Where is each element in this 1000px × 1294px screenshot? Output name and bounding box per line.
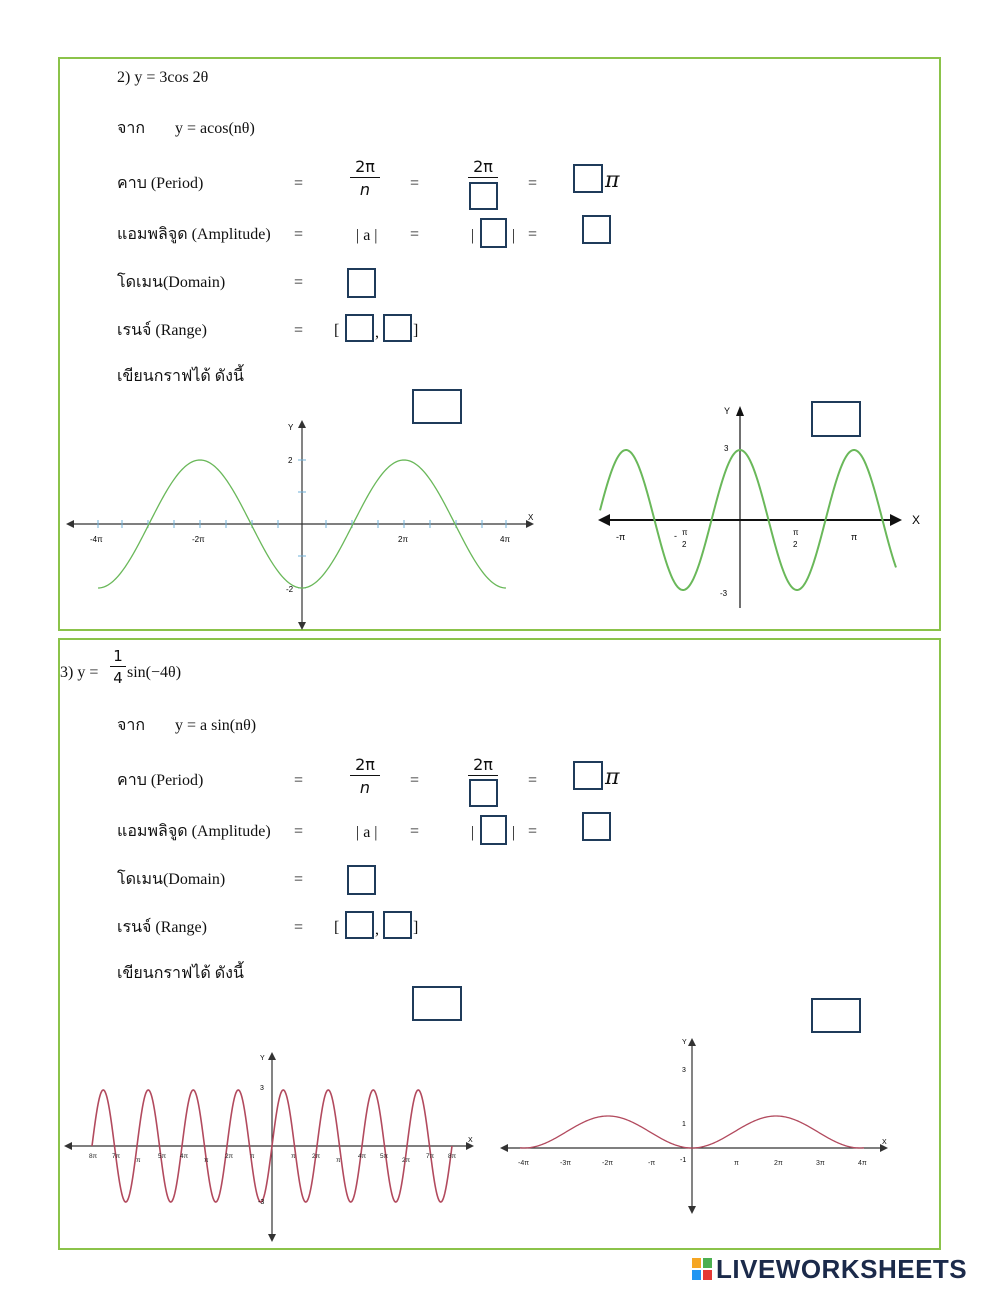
q3-graph1-tick-4: 5π <box>158 1153 167 1160</box>
q2-range-label: เรนจ์ (Range) <box>117 322 207 339</box>
q3-graph1-tick-6: π <box>204 1157 209 1164</box>
q2-amplitude-eq2: = <box>410 226 420 243</box>
q3-graph2-y-label: Y <box>682 1039 687 1046</box>
q3-graph2-x-label: X <box>882 1139 887 1146</box>
q2-period-numerator: 2π <box>350 159 380 178</box>
q3-graph2-tick-3: -2π <box>602 1160 614 1167</box>
q2-graph2-y-bottom: -3 <box>720 589 728 598</box>
q2-graph2-tick-7: π <box>851 532 858 542</box>
q2-period-n-input[interactable] <box>469 182 498 210</box>
q3-graph1-x-label: X <box>468 1137 473 1144</box>
q2-graph2-x-label: X <box>912 513 921 527</box>
q2-graph-label: เขียนกราฟได้ ดังนี้ <box>117 368 244 385</box>
q3-period-n-input[interactable] <box>469 779 498 807</box>
q2-range-comma: , <box>375 324 379 341</box>
q3-amplitude-abs-a: | a | <box>356 824 378 841</box>
q3-range-label: เรนจ์ (Range) <box>117 919 207 936</box>
q3-graph2-y-mid: 1 <box>682 1121 686 1128</box>
q2-range-bracket-open: [ <box>334 322 340 339</box>
q2-graph2-tick-1: -π <box>616 532 626 542</box>
q3-graph1-select-box[interactable] <box>412 986 462 1021</box>
q3-range-comma: , <box>375 921 379 938</box>
q2-graph1-tick-2: -2π <box>192 535 205 544</box>
q3-graph1-tick-3: π <box>136 1157 141 1164</box>
q2-period-eq2: = <box>410 175 420 192</box>
q2-range-eq: = <box>294 322 304 339</box>
q3-graph1-tick-11: π <box>336 1157 341 1164</box>
q2-domain-input[interactable] <box>347 268 376 298</box>
q3-graph1 <box>62 1050 480 1242</box>
q2-range-max-input[interactable] <box>383 314 412 342</box>
q3-domain-eq: = <box>294 871 304 888</box>
q3-graph1-tick-15: 7π <box>426 1153 435 1160</box>
q3-graph2-tick-7: 3π <box>816 1160 825 1167</box>
q3-title-den: 4 <box>113 669 123 687</box>
q2-domain-eq: = <box>294 274 304 291</box>
q3-period-eq3: = <box>528 772 538 789</box>
q3-graph2-tick-1: -4π <box>518 1160 530 1167</box>
q2-graph1-y-top: 2 <box>288 456 293 465</box>
q2-graph2-tick-3: π <box>682 528 688 537</box>
q3-period-eq1: = <box>294 772 304 789</box>
q2-domain-label: โดเมน(Domain) <box>117 274 226 291</box>
q3-amplitude-label: แอมพลิจูด (Amplitude) <box>117 823 271 840</box>
q2-graph2-tick-5: π <box>793 528 799 537</box>
q2-title: 2) y = 3cos 2θ <box>117 69 209 86</box>
q3-period-numerator: 2π <box>350 757 380 776</box>
q3-graph2-select-box[interactable] <box>811 998 861 1033</box>
q3-amplitude-bar-left: | <box>471 824 475 841</box>
q2-graph2-tick-6: 2 <box>793 540 798 549</box>
q2-amplitude-label: แอมพลิจูด (Amplitude) <box>117 226 271 243</box>
q3-graph1-tick-14: 2π <box>402 1157 411 1164</box>
q3-title-fraction <box>110 649 126 686</box>
q2-period-numerator-2: 2π <box>468 159 498 178</box>
q3-graph2-tick-8: 4π <box>858 1160 867 1167</box>
q2-from-label: จาก <box>117 120 146 137</box>
q2-graph1-y-label: Y <box>288 423 294 432</box>
q3-domain-label: โดเมน(Domain) <box>117 871 226 888</box>
q3-amplitude-eq1: = <box>294 823 304 840</box>
q3-amplitude-a-input[interactable] <box>480 815 507 845</box>
q3-graph1-y-top: 3 <box>260 1085 264 1092</box>
q3-range-eq: = <box>294 919 304 936</box>
q3-title-num: 1 <box>110 649 126 667</box>
q3-amplitude-eq3: = <box>528 823 538 840</box>
q3-graph1-tick-1: 8π <box>89 1153 98 1160</box>
q2-period-denominator: n <box>359 180 371 199</box>
q3-period-eq2: = <box>410 772 420 789</box>
q3-graph1-tick-13: 5π <box>380 1153 389 1160</box>
q2-period-eq1: = <box>294 175 304 192</box>
q3-range-bracket-open: [ <box>334 919 340 936</box>
q3-graph1-tick-2: 7π <box>112 1153 121 1160</box>
q2-graph1-y-bottom: -2 <box>286 585 294 594</box>
q2-period-eq3: = <box>528 175 538 192</box>
q2-amplitude-eq3: = <box>528 226 538 243</box>
q3-graph1-tick-8: π <box>250 1153 255 1160</box>
q3-graph-label: เขียนกราฟได้ ดังนี้ <box>117 965 244 982</box>
liveworksheets-brand: LIVEWORKSHEETS <box>716 1254 968 1284</box>
q2-amplitude-eq1: = <box>294 226 304 243</box>
q3-graph2-tick-5: π <box>734 1160 739 1167</box>
q2-graph1-x-label: X <box>528 513 534 522</box>
q2-period-fraction <box>350 159 380 198</box>
q2-period-pi: π <box>605 168 620 193</box>
q3-graph1-tick-10: 2π <box>312 1153 321 1160</box>
q2-period-fraction-2 <box>468 159 498 178</box>
q3-period-fraction-2 <box>468 757 498 776</box>
q3-graph2-tick-2: -3π <box>560 1160 572 1167</box>
q2-graph1-tick-4: 4π <box>500 535 510 544</box>
q3-graph1-tick-5: 4π <box>180 1153 189 1160</box>
q3-graph2 <box>498 1036 890 1216</box>
q2-graph1-tick-1: -4π <box>90 535 103 544</box>
q2-period-label: คาบ (Period) <box>117 175 204 192</box>
q2-period-answer-input[interactable] <box>573 164 603 193</box>
q3-period-answer-input[interactable] <box>573 761 603 790</box>
q2-range-min-input[interactable] <box>345 314 374 342</box>
q2-from-formula: y = acos(nθ) <box>175 120 255 137</box>
q2-amplitude-bar-right: | <box>512 227 516 244</box>
q2-amplitude-answer-input[interactable] <box>582 215 611 244</box>
q3-graph2-y-bottom: -1 <box>680 1157 687 1164</box>
q2-graph2-y-top: 3 <box>724 444 729 453</box>
q2-graph2 <box>592 402 928 614</box>
q3-graph2-y-top: 3 <box>682 1067 686 1074</box>
q3-graph1-tick-16: 8π <box>448 1153 457 1160</box>
q3-from-label: จาก <box>117 717 146 734</box>
q3-period-denominator: n <box>359 778 371 797</box>
q2-amplitude-bar-left: | <box>471 227 475 244</box>
q2-graph2-y-label: Y <box>724 406 731 416</box>
q3-amplitude-bar-right: | <box>512 824 516 841</box>
q3-period-numerator-2: 2π <box>468 757 498 776</box>
q2-amplitude-abs-a: | a | <box>356 227 378 244</box>
q3-domain-input[interactable] <box>347 865 376 895</box>
q3-graph1-tick-7: 2π <box>225 1153 234 1160</box>
q3-graph1-tick-9: π <box>291 1153 296 1160</box>
q3-graph1-y-label: Y <box>260 1055 265 1062</box>
q3-title-prefix: 3) y = <box>60 664 99 681</box>
q2-amplitude-a-input[interactable] <box>480 218 507 248</box>
q3-amplitude-eq2: = <box>410 823 420 840</box>
liveworksheets-logo-icon <box>692 1258 712 1280</box>
q2-range-bracket-close: ] <box>413 322 419 339</box>
q3-period-pi: π <box>605 765 620 790</box>
q3-graph1-y-bottom: -3 <box>258 1199 265 1206</box>
q2-graph2-tick-4: 2 <box>682 540 687 549</box>
q3-range-max-input[interactable] <box>383 911 412 939</box>
q3-amplitude-answer-input[interactable] <box>582 812 611 841</box>
q3-range-min-input[interactable] <box>345 911 374 939</box>
q3-graph2-tick-6: 2π <box>774 1160 783 1167</box>
q3-from-formula: y = a sin(nθ) <box>175 717 257 734</box>
q3-title-suffix: sin(−4θ) <box>127 664 182 681</box>
q3-period-label: คาบ (Period) <box>117 772 204 789</box>
q3-range-bracket-close: ] <box>413 919 419 936</box>
q2-graph1-tick-3: 2π <box>398 535 408 544</box>
q2-graph2-tick-2: - <box>674 531 677 541</box>
q3-graph2-tick-4: -π <box>648 1160 656 1167</box>
q3-period-fraction <box>350 757 380 796</box>
q2-graph1 <box>62 418 542 630</box>
q3-graph1-tick-12: 4π <box>358 1153 367 1160</box>
